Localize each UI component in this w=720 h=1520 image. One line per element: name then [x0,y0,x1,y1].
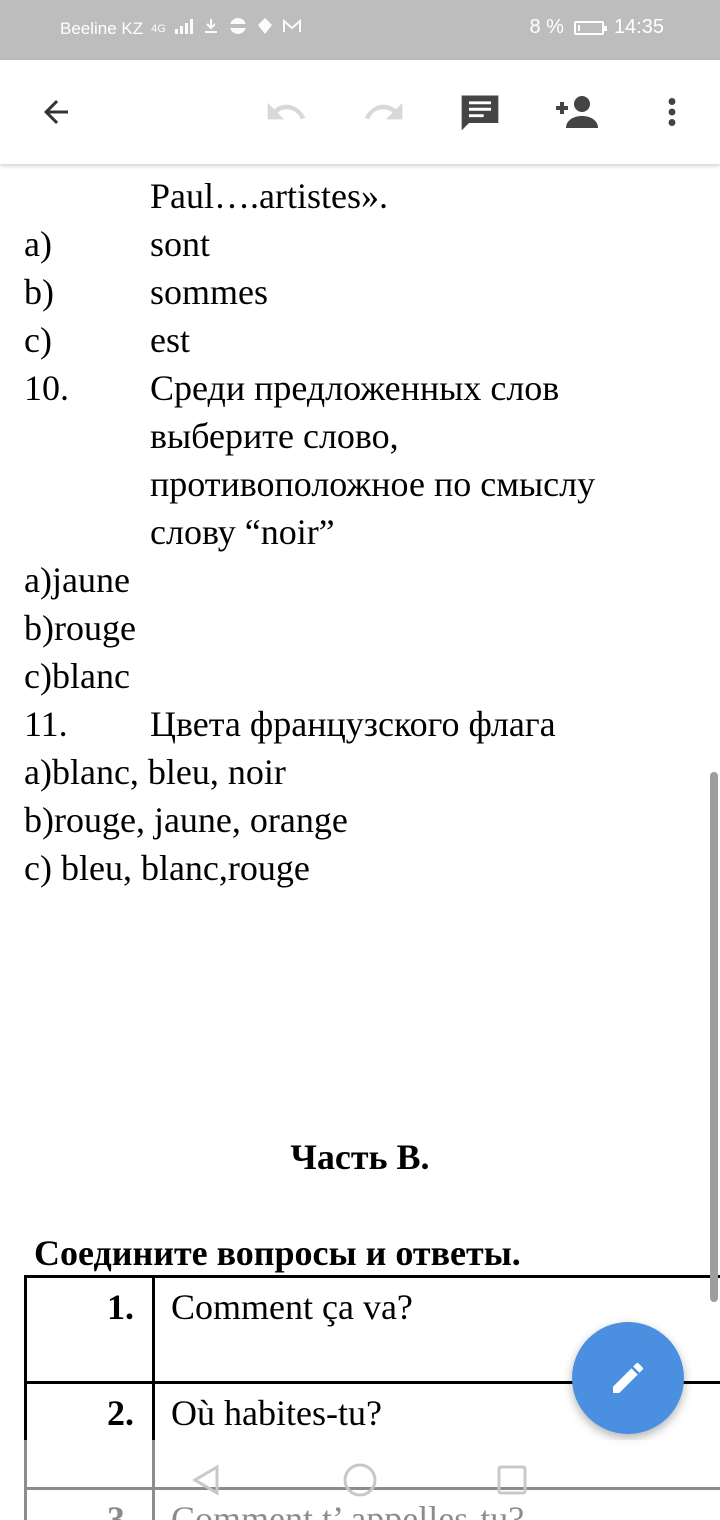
battery-icon [574,21,604,35]
nav-home-icon [342,1462,378,1498]
person-add-icon [552,88,600,136]
undo-button[interactable] [256,82,316,142]
text-line: Paul….artistes». [150,176,388,216]
comment-button[interactable] [450,82,510,142]
edit-fab-button[interactable] [572,1322,684,1434]
option-label: a) [24,224,52,264]
option-label: b) [24,272,54,312]
nav-back-button[interactable] [186,1460,226,1500]
carrier-name: Beeline KZ [60,18,144,38]
answer-option: c) bleu, blanc,rouge [24,848,310,888]
mail-icon [282,18,302,39]
section-title: Часть В. [290,1137,430,1177]
nav-recents-icon [496,1464,528,1496]
nav-recents-button[interactable] [492,1460,532,1500]
row-question: Où habites-tu? [154,1383,720,1489]
edit-pencil-icon [608,1358,648,1398]
row-number: 1. [26,1277,154,1383]
question-text: Среди предложенных слов [150,368,560,408]
comment-icon [458,90,502,134]
status-bar [0,0,720,60]
redo-button[interactable] [354,82,414,142]
question-number: 10. [24,368,69,408]
question-text: слову “noir” [150,512,335,552]
nav-back-icon [189,1463,223,1497]
signal-icon: 4G [151,22,166,35]
answer-option: c)blanc [24,656,130,696]
option-text: sont [150,224,211,264]
system-nav-bar [0,1440,720,1520]
question-text: Цвета французского флага [150,704,556,744]
download-icon [202,17,220,40]
option-label: c) [24,320,52,360]
option-text: est [150,320,190,360]
answer-option: b)rouge [24,608,136,648]
answer-option: a)blanc, bleu, noir [24,752,286,792]
answer-option: b)rouge, jaune, orange [24,800,348,840]
option-text: sommes [150,272,269,312]
sync-icon [228,17,248,40]
app-toolbar [0,60,720,164]
redo-icon [362,90,406,134]
section-instruction: Соедините вопросы и ответы. [34,1233,521,1273]
back-button[interactable] [26,82,86,142]
app-notification-icon [256,17,274,40]
clock: 14:35 [613,16,664,38]
signal-bars-icon [174,18,194,39]
share-button[interactable] [546,82,606,142]
answer-option: a)jaune [24,560,130,600]
question-text: противоположное по смыслу [150,464,596,504]
row-question: Comment ça va? [154,1277,720,1383]
question-number: 11. [24,704,68,744]
undo-icon [264,90,308,134]
row-number: 2. [26,1383,154,1489]
question-text: выберите слово, [150,416,399,456]
more-options-button[interactable] [642,82,702,142]
nav-home-button[interactable] [340,1460,380,1500]
document-page[interactable] [0,164,720,1520]
more-vert-icon [654,94,690,130]
arrow-back-icon [38,94,74,130]
scrollbar-thumb[interactable] [710,772,718,1302]
battery-percent: 8 % [529,16,564,38]
